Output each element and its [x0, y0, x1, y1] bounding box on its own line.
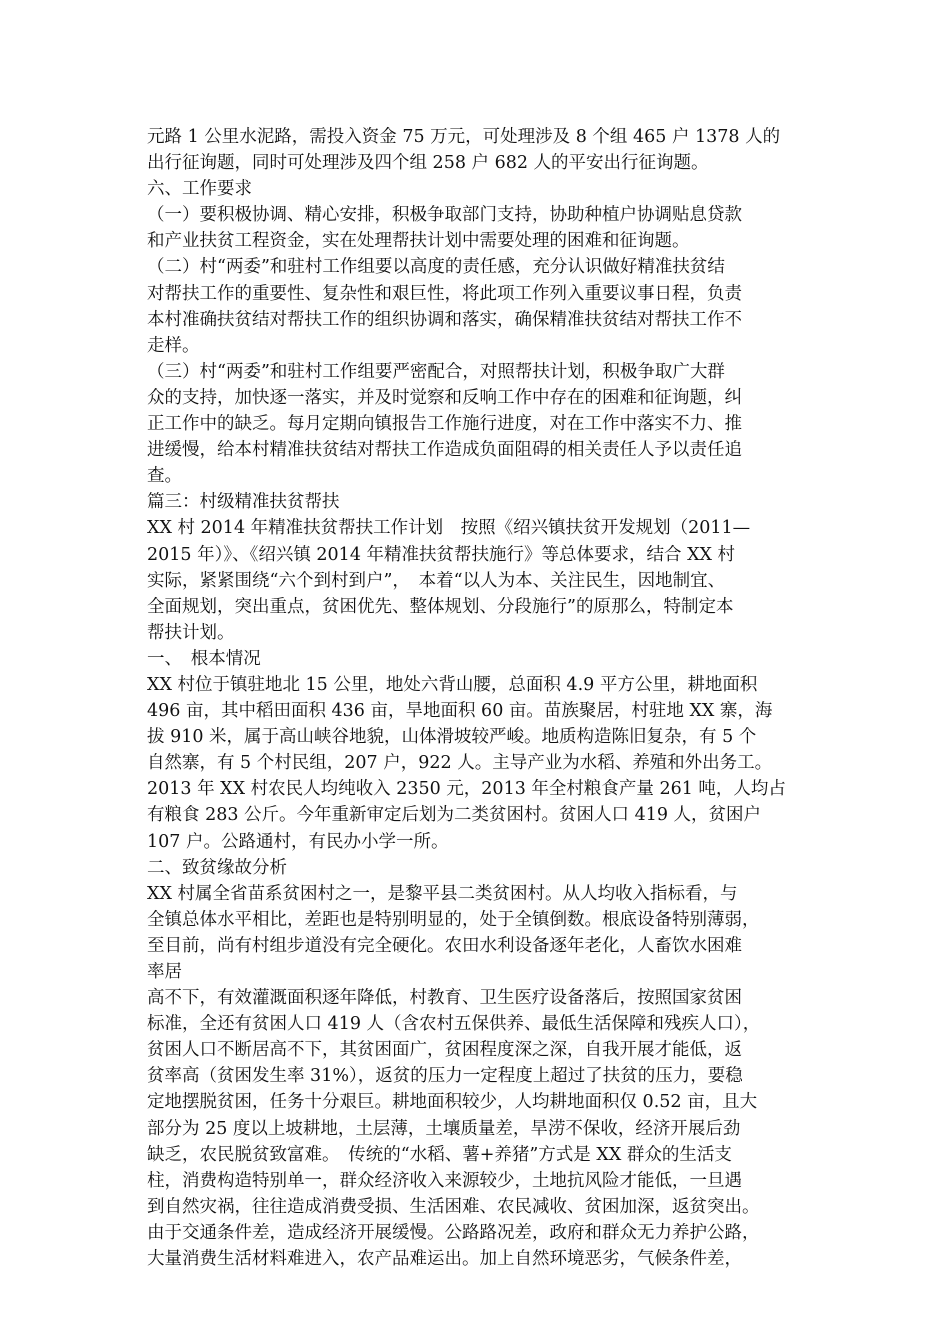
text-line: 率居: [147, 962, 182, 982]
text-line: 定地摆脱贫困，任务十分艰巨。耕地面积较少，人均耕地面积仅 0.52 亩，且大: [147, 1092, 758, 1113]
text-line: 贫困人口不断居高不下，其贫困面广，贫困程度深之深，自我开展才能低，返: [147, 1040, 742, 1061]
text-line: 自然寨，有 5 个村民组，207 户，922 人。主导产业为水稻、养殖和外出务工。: [147, 753, 773, 774]
text-line: （一）要积极协调、精心安排，积极争取部门支持，协助种植户协调贴息贷款: [147, 205, 742, 226]
text-line: 出行征询题，同时可处理涉及四个组 258 户 682 人的平安出行征询题。: [147, 153, 709, 174]
text-line: 柱，消费构造特别单一，群众经济收入来源较少，土地抗风险才能低，一旦遇: [147, 1170, 742, 1191]
text-line: 标准，全还有贫困人口 419 人（含农村五保供养、最低生活保障和残疾人口），: [147, 1014, 761, 1035]
text-line: 帮扶计划。: [147, 622, 235, 643]
text-line: 贫率高（贫困发生率 31%），返贫的压力一定程度上超过了扶贫的压力，要稳: [147, 1066, 743, 1087]
text-line: 到自然灾祸，往往造成消费受损、生活困难、农民减收、贫困加深，返贫突出。: [147, 1196, 760, 1217]
text-line: 正工作中的缺乏。每月定期向镇报告工作施行进度，对在工作中落实不力、推: [147, 414, 742, 435]
text-line: （三）村“两委”和驻村工作组要严密配合，对照帮扶计划，积极争取广大群: [147, 361, 725, 382]
document-body: [147, 124, 807, 1272]
text-line: 实际，紧紧围绕“六个到村到户”， 本着“以人为本、关注民生，因地制宜、: [147, 570, 726, 591]
text-line: 拔 910 米，属于高山峡谷地貌，山体滑坡较严峻。地质构造陈旧复杂，有 5 个: [147, 727, 757, 748]
text-line: 元路 1 公里水泥路，需投入资金 75 万元，可处理涉及 8 个组 465 户 1378 人的: [147, 127, 781, 147]
text-line: 篇三：村级精准扶贫帮扶: [147, 492, 340, 513]
text-line: 至目前，尚有村组步道没有完全硬化。农田水利设备逐年老化，人畜饮水困难: [147, 935, 742, 956]
text-line: 部分为 25 度以上坡耕地，土层薄，土壤质量差，旱涝不保收，经济开展后劲: [147, 1118, 741, 1139]
text-line: 六、工作要求: [147, 179, 252, 200]
text-line: 缺乏，农民脱贫致富难。 传统的“水稻、薯+养猪”方式是 XX 群众的生活支: [147, 1144, 732, 1165]
text-line: 有粮食 283 公斤。今年重新审定后划为二类贫困村。贫困人口 419 人，贫困户: [147, 805, 762, 826]
text-line: 查。: [147, 466, 182, 487]
text-line: 走样。: [147, 335, 200, 356]
text-line: 本村准确扶贫结对帮扶工作的组织协调和落实，确保精准扶贫结对帮扶工作不: [147, 309, 742, 330]
text-line: XX 村 2014 年精准扶贫帮扶工作计划 按照《绍兴镇扶贫开发规划（2011—: [147, 518, 751, 539]
text-line: XX 村位于镇驻地北 15 公里，地处六背山腰，总面积 4.9 平方公里，耕地面积: [147, 674, 758, 695]
text-line: 对帮扶工作的重要性、复杂性和艰巨性，将此项工作列入重要议事日程，负责: [147, 283, 742, 304]
text-line: 和产业扶贫工程资金，实在处理帮扶计划中需要处理的困难和征询题。: [147, 231, 690, 252]
text-line: 2015 年）》、《绍兴镇 2014 年精准扶贫帮扶施行》等总体要求，结合 XX 村: [147, 544, 736, 565]
text-line: （二）村“两委”和驻村工作组要以高度的责任感，充分认识做好精准扶贫结: [147, 257, 725, 278]
text-line: 全镇总体水平相比，差距也是特别明显的，处于全镇倒数。根底设备特别薄弱，: [147, 909, 760, 930]
text-line: 一、 根本情况: [147, 648, 261, 669]
text-line: XX 村属全省苗系贫困村之一，是黎平县二类贫困村。从人均收入指标看，与: [147, 883, 738, 904]
text-line: 全面规划，突出重点，贫困优先、整体规划、分段施行”的原那么，特制定本: [147, 596, 734, 617]
text-line: 2013 年 XX 村农民人均纯收入 2350 元，2013 年全村粮食产量 261 吨，人均占: [147, 779, 786, 800]
text-line: 大量消费生活材料难进入，农产品难运出。加上自然环境恶劣，气候条件差，: [147, 1249, 742, 1270]
text-line: 高不下，有效灌溉面积逐年降低，村教育、卫生医疗设备落后，按照国家贫困: [147, 988, 742, 1009]
text-line: 众的支持，加快逐一落实，并及时觉察和反响工作中存在的困难和征询题，纠: [147, 387, 742, 408]
text-line: 进缓慢，给本村精准扶贫结对帮扶工作造成负面阻碍的相关责任人予以责任追: [147, 440, 742, 461]
text-line: 由于交通条件差，造成经济开展缓慢。公路路况差，政府和群众无力养护公路，: [147, 1222, 760, 1243]
text-line: 107 户。公路通村，有民办小学一所。: [147, 831, 449, 852]
text-line: 二、致贫缘故分析: [147, 857, 287, 878]
text-line: 496 亩，其中稻田面积 436 亩，旱地面积 60 亩。苗族聚居，村驻地 XX 寨，海: [147, 701, 773, 722]
